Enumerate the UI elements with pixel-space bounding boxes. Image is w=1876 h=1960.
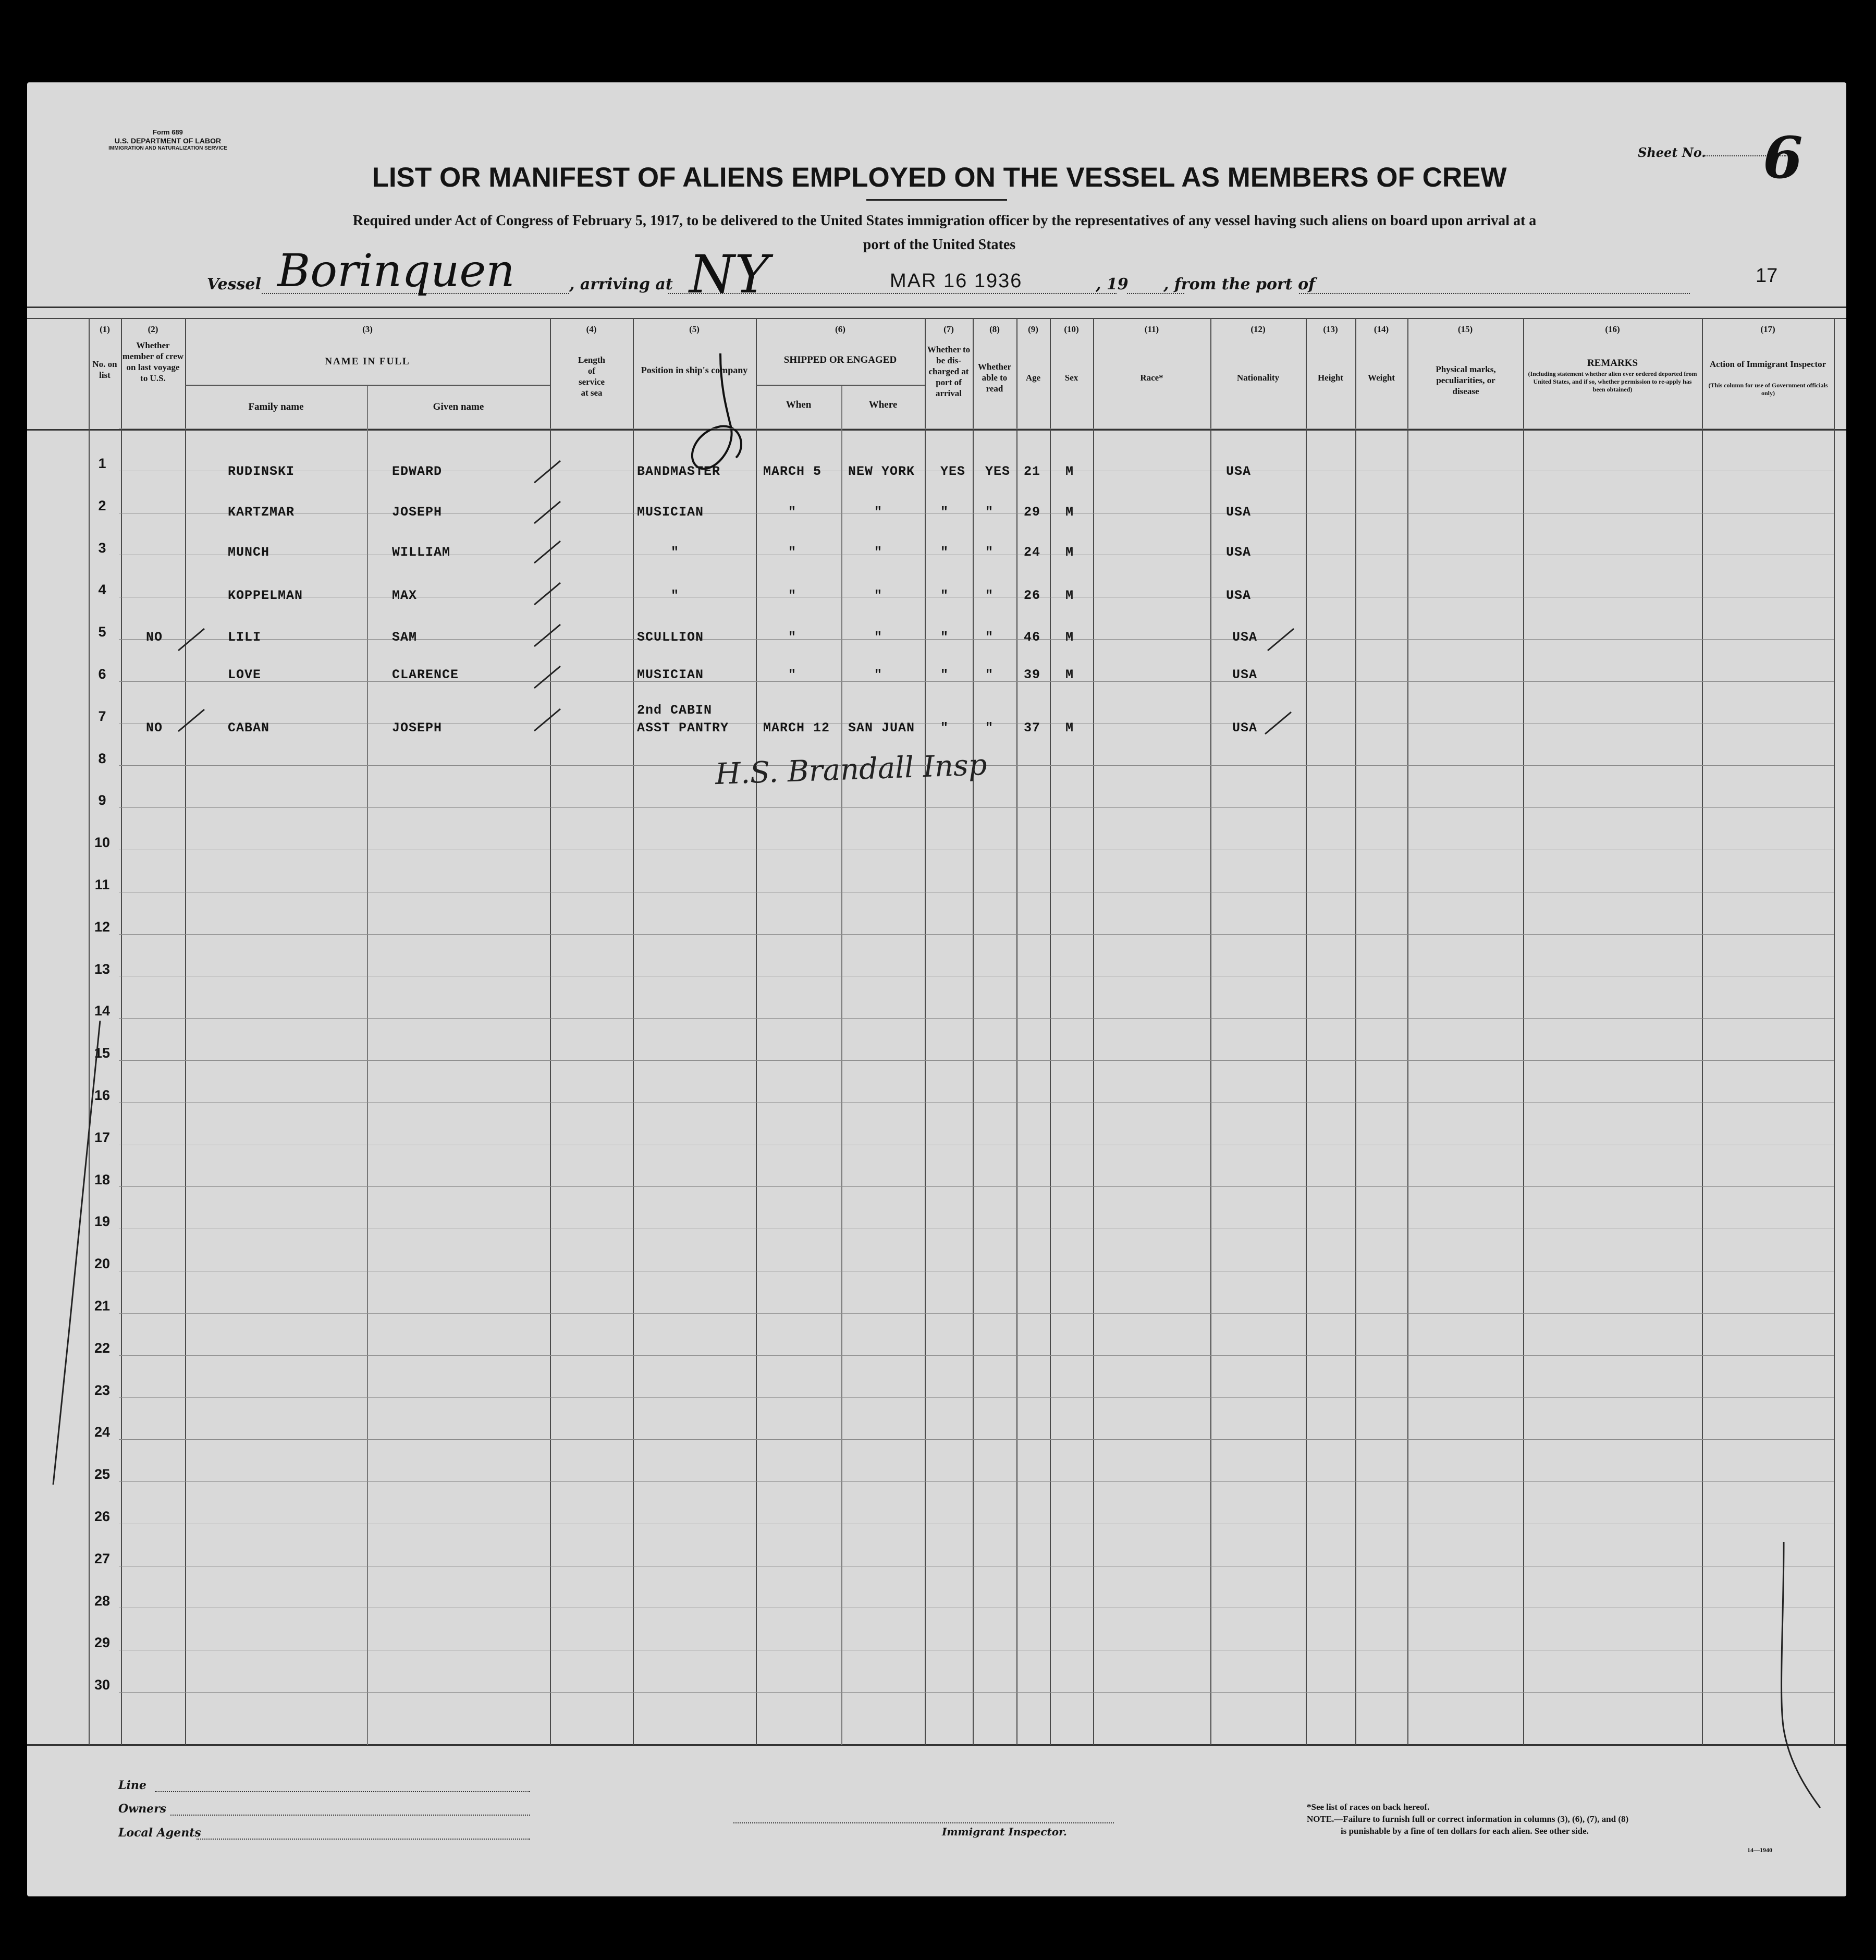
row-number: 13 xyxy=(94,961,111,977)
grid-line xyxy=(119,639,1834,640)
header-when: When xyxy=(786,399,812,410)
row-number: 6 xyxy=(98,666,106,682)
header-nationality: Nationality xyxy=(1236,373,1280,383)
cell-given-name: JOSEPH xyxy=(392,720,443,736)
grid-line xyxy=(119,1692,1834,1693)
check-mark xyxy=(532,705,563,736)
grid-line xyxy=(119,1439,1834,1440)
cell-where: " xyxy=(874,545,883,560)
header-length-of-service: Length of service at sea xyxy=(578,355,605,398)
cell-nationality: USA xyxy=(1226,505,1252,520)
row-number: 8 xyxy=(98,751,106,766)
header-given-name: Given name xyxy=(433,401,484,412)
cell-age: 37 xyxy=(1024,720,1041,736)
cell-able-to-read: " xyxy=(985,545,994,560)
row-number: 19 xyxy=(94,1214,111,1229)
cell-position: SCULLION xyxy=(637,630,704,645)
header-inspector-action: Action of Immigrant Inspector xyxy=(1709,359,1826,369)
row-number: 30 xyxy=(94,1677,111,1693)
handwritten-right-mark xyxy=(1768,1542,1831,1813)
header-where: Where xyxy=(868,399,898,410)
header-remarks-note: (Including statement whether alien ever ordered deported from United States, and if so, whether permission to re-apply has been obtained) xyxy=(1528,370,1697,393)
cell-where: " xyxy=(874,588,883,603)
header-weight: Weight xyxy=(1368,373,1395,383)
cell-position: MUSICIAN xyxy=(637,667,704,682)
check-mark xyxy=(532,537,563,568)
cell-when: MARCH 5 xyxy=(763,464,822,479)
cell-able-to-read: YES xyxy=(985,464,1011,479)
grid-line xyxy=(119,428,1834,429)
cell-where: " xyxy=(874,630,883,645)
cell-family-name: LOVE xyxy=(228,667,262,682)
row-number: 9 xyxy=(98,792,106,808)
row-number: 4 xyxy=(98,582,106,597)
row-number: 5 xyxy=(98,624,106,640)
vessel-label: Vessel xyxy=(207,275,261,293)
cell-family-name: RUDINSKI xyxy=(228,464,295,479)
department-name: U.S. DEPARTMENT OF LABOR xyxy=(114,137,222,145)
row-number: 22 xyxy=(94,1340,111,1356)
cell-given-name: EDWARD xyxy=(392,464,443,479)
cell-nationality: USA xyxy=(1232,667,1258,682)
grid-line xyxy=(119,1186,1834,1187)
grid-line xyxy=(119,1018,1834,1019)
cell-family-name: CABAN xyxy=(228,720,270,736)
cell-family-name: MUNCH xyxy=(228,545,270,560)
grid-line xyxy=(119,1060,1834,1061)
row-number: 18 xyxy=(94,1172,111,1187)
row-number: 12 xyxy=(94,919,111,935)
cell-when: " xyxy=(788,667,797,682)
cell-sex: M xyxy=(1065,667,1074,682)
header-age: Age xyxy=(1025,373,1041,383)
header-family-name: Family name xyxy=(248,401,304,412)
grid-line xyxy=(119,681,1834,682)
check-mark xyxy=(176,705,207,737)
cell-able-to-read: " xyxy=(985,630,994,645)
cell-when: " xyxy=(788,505,797,520)
cell-when: " xyxy=(788,545,797,560)
note-line-1: NOTE.—Failure to furnish full or correct information in columns (3), (6), (7), and (8) xyxy=(1307,1814,1629,1824)
cell-age: 24 xyxy=(1024,545,1041,560)
header-no-on-list: No. on list xyxy=(92,359,117,380)
cell-able-to-read: " xyxy=(985,720,994,736)
sheet-number: 6 xyxy=(1763,124,1803,191)
cell-sex: M xyxy=(1065,588,1074,603)
cell-when: " xyxy=(788,630,797,645)
handwritten-margin-line xyxy=(48,1021,111,1490)
header-able-to-read: Whether able to read xyxy=(977,362,1012,394)
cell-given-name: SAM xyxy=(392,630,418,645)
cell-when: MARCH 12 xyxy=(763,720,830,736)
row-number: 26 xyxy=(94,1509,111,1524)
cell-age: 21 xyxy=(1024,464,1041,479)
cell-where: " xyxy=(874,667,883,682)
check-mark xyxy=(532,579,563,610)
header-physical-marks: Physical marks, peculiarities, or disease xyxy=(1436,364,1496,396)
row-number: 7 xyxy=(98,708,106,724)
subtitle-line-2: port of the United States xyxy=(863,237,1016,253)
header-remarks: REMARKS xyxy=(1587,358,1638,369)
immigrant-inspector-label: Immigrant Inspector. xyxy=(942,1826,1067,1838)
check-mark xyxy=(176,624,207,656)
grid-line xyxy=(119,807,1834,808)
cell-position: ASST PANTRY xyxy=(637,720,729,736)
row-number: 1 xyxy=(98,456,106,471)
service-name: IMMIGRATION AND NATURALIZATION SERVICE xyxy=(108,145,227,151)
cell-discharged: " xyxy=(940,630,949,645)
cell-age: 39 xyxy=(1024,667,1041,682)
cell-given-name: MAX xyxy=(392,588,418,603)
cell-sex: M xyxy=(1065,545,1074,560)
row-number: 3 xyxy=(98,540,106,556)
footer-owners-label: Owners xyxy=(118,1802,167,1816)
cell-last-voyage: NO xyxy=(146,630,163,645)
cell-family-name: LILI xyxy=(228,630,262,645)
inspector-signature: H.S. Brandall Insp xyxy=(715,748,988,792)
cell-able-to-read: " xyxy=(985,588,994,603)
check-mark xyxy=(1262,708,1294,739)
header-sex: Sex xyxy=(1064,373,1078,383)
cell-discharged: YES xyxy=(940,464,966,479)
check-mark xyxy=(532,662,563,693)
cell-position: MUSICIAN xyxy=(637,505,704,520)
row-number: 24 xyxy=(94,1424,111,1440)
cell-position: BANDMASTER xyxy=(637,464,721,479)
row-number: 25 xyxy=(94,1466,111,1482)
header-height: Height xyxy=(1317,373,1344,383)
cell-able-to-read: " xyxy=(985,505,994,520)
row-number: 29 xyxy=(94,1635,111,1650)
cell-sex: M xyxy=(1065,630,1074,645)
grid-line xyxy=(119,1355,1834,1356)
header-shipped-or-engaged: SHIPPED OR ENGAGED xyxy=(783,354,897,365)
cell-age: 29 xyxy=(1024,505,1041,520)
check-mark xyxy=(1265,624,1296,656)
row-7-position-line1: 2nd CABIN xyxy=(637,703,713,718)
row-number: 10 xyxy=(94,835,111,850)
cell-able-to-read: " xyxy=(985,667,994,682)
row-number: 17 xyxy=(94,1130,111,1145)
form-number: Form 689 xyxy=(153,128,183,136)
handwritten-circle-mark xyxy=(689,353,762,479)
arriving-label: , arriving at xyxy=(569,275,673,293)
cell-age: 26 xyxy=(1024,588,1041,603)
note-line-2: is punishable by a fine of ten dollars for each alien. See other side. xyxy=(1341,1826,1589,1836)
cell-discharged: " xyxy=(940,720,949,736)
sheet-label: Sheet No. xyxy=(1638,145,1706,160)
cell-sex: M xyxy=(1065,505,1074,520)
cell-sex: M xyxy=(1065,720,1074,736)
cell-nationality: USA xyxy=(1226,588,1252,603)
cell-given-name: JOSEPH xyxy=(392,505,443,520)
cell-discharged: " xyxy=(940,545,949,560)
grid-line xyxy=(119,1481,1834,1482)
header-name-in-full: NAME IN FULL xyxy=(325,356,410,367)
grid-line xyxy=(119,1313,1834,1314)
check-mark xyxy=(532,620,563,652)
cell-when: " xyxy=(788,588,797,603)
note-races: *See list of races on back hereof. xyxy=(1307,1802,1430,1812)
cell-where: NEW YORK xyxy=(848,464,915,479)
grid-line xyxy=(119,1397,1834,1398)
cell-family-name: KARTZMAR xyxy=(228,505,295,520)
date-stamp: MAR 16 1936 xyxy=(890,270,1023,292)
cell-family-name: KOPPELMAN xyxy=(228,588,303,603)
page-stamp-number: 17 xyxy=(1756,265,1778,287)
cell-nationality: USA xyxy=(1226,545,1252,560)
row-number: 14 xyxy=(94,1003,111,1019)
cell-where: " xyxy=(874,505,883,520)
from-port-label: , from the port of xyxy=(1163,275,1316,293)
cell-last-voyage: NO xyxy=(146,720,163,736)
cell-discharged: " xyxy=(940,667,949,682)
print-code: 14—1940 xyxy=(1747,1846,1772,1854)
row-number: 16 xyxy=(94,1087,111,1103)
row-number: 21 xyxy=(94,1298,111,1314)
header-last-voyage: Whether member of crew on last voyage to U.S. xyxy=(122,340,184,383)
row-number: 23 xyxy=(94,1382,111,1398)
page-title: LIST OR MANIFEST OF ALIENS EMPLOYED ON THE VESSEL AS MEMBERS OF CREW xyxy=(372,162,1507,193)
row-number: 2 xyxy=(98,498,106,513)
cell-age: 46 xyxy=(1024,630,1041,645)
cell-given-name: WILLIAM xyxy=(392,545,451,560)
cell-where: SAN JUAN xyxy=(848,720,915,736)
header-discharged: Whether to be dis-charged at port of arrival xyxy=(927,345,971,398)
cell-discharged: " xyxy=(940,505,949,520)
check-mark xyxy=(532,497,563,529)
cell-nationality: USA xyxy=(1226,464,1252,479)
check-mark xyxy=(532,457,563,488)
footer-line-label: Line xyxy=(118,1779,146,1792)
cell-position: " xyxy=(671,588,680,603)
footer-local-agents-label: Local Agents xyxy=(118,1826,201,1840)
row-number: 20 xyxy=(94,1256,111,1271)
cell-sex: M xyxy=(1065,464,1074,479)
cell-discharged: " xyxy=(940,588,949,603)
manifest-sheet: Form 689 U.S. DEPARTMENT OF LABOR IMMIGRATION AND NATURALIZATION SERVICE Sheet No. 6 LIST OR MANIFEST OF ALIENS EMPLOYED ON THE VESSEL AS MEMBERS OF CREW Required under Act of Congress of February 5, 1917, to be delivered to the United States immigration officer by the representatives of any vessel having such aliens on board upon arrival at a port of the United States Vessel Borinquen , arriving at NY MAR 16 1936 , 19 , from the port of 17 (1) (2) (3) (4) (5) (6) (7) (8) (9) (10) (11) (12) (13) (14) (15) (16) (17) No. on list Whether member of crew on last voyage to U.S. NAME IN FULL Family name Given name Length of service at sea Position in ship's company SHIPPED OR ENGAGED When Where Whether to be dis-charged at port of arrival Whether able to read Age Sex Race* Nationality Height Weight Physical marks, peculiarities, or disease REMARKS (Including statement whether alien ever ordered deported from United States, and if so, whether permission to re-apply has been obtained) Action of Immigrant Inspector (This column for use of Government officials only) 1 2 3 4 5 6 7 8 9 10 11 12 13 14 15 16 17 18 19 20 21 22 23 24 25 26 27 28 29 30 RUDINSKI EDWARD BANDMASTER MARCH 5 NEW YORK YES YES 21 M USA KARTZMAR JOSEPH MUSICIAN " " " " 29 M USA MUNCH WILLIAM " " " " " 24 M USA KOPPELMAN MAX " " " " " 26 M USA NO LILI SAM SCULLION " " " " 46 M USA LOVE CLARENCE MUSICIAN " " " " 39 M USA NO CABAN JOSEPH ASST PANTRY MARCH 12 SAN JUAN " " 37 M USA 2nd CABIN H.S. Brandall Insp Line Owners Local Agents Immigrant Inspector. *See list of races on back hereof. NOTE.—Failure to furnish full or correct information in columns (3), (6), (7), and (8) is punishable by a fine of ten dollars for each alien. See other side. 14—1940 xyxy=(27,82,1846,1896)
header-position: Position in ship's company xyxy=(641,365,748,375)
grid-line xyxy=(119,934,1834,935)
row-number: 27 xyxy=(94,1551,111,1566)
cell-given-name: CLARENCE xyxy=(392,667,459,682)
year-label: , 19 xyxy=(1096,275,1129,293)
header-inspector-note: (This column for use of Government officials only) xyxy=(1708,382,1828,397)
header-race: Race* xyxy=(1140,373,1163,383)
row-number: 28 xyxy=(94,1593,111,1609)
cell-nationality: USA xyxy=(1232,630,1258,645)
row-number: 11 xyxy=(94,877,110,892)
vessel-name: Borinquen xyxy=(277,245,515,297)
grid-line xyxy=(119,1102,1834,1103)
cell-position: " xyxy=(671,545,680,560)
cell-nationality: USA xyxy=(1232,720,1258,736)
arriving-port: NY xyxy=(689,244,769,305)
subtitle-line-1: Required under Act of Congress of February 5, 1917, to be delivered to the United States immigration officer by the representatives of any vessel having such aliens on board upon arrival at a xyxy=(352,213,1537,229)
row-number: 15 xyxy=(94,1045,111,1061)
